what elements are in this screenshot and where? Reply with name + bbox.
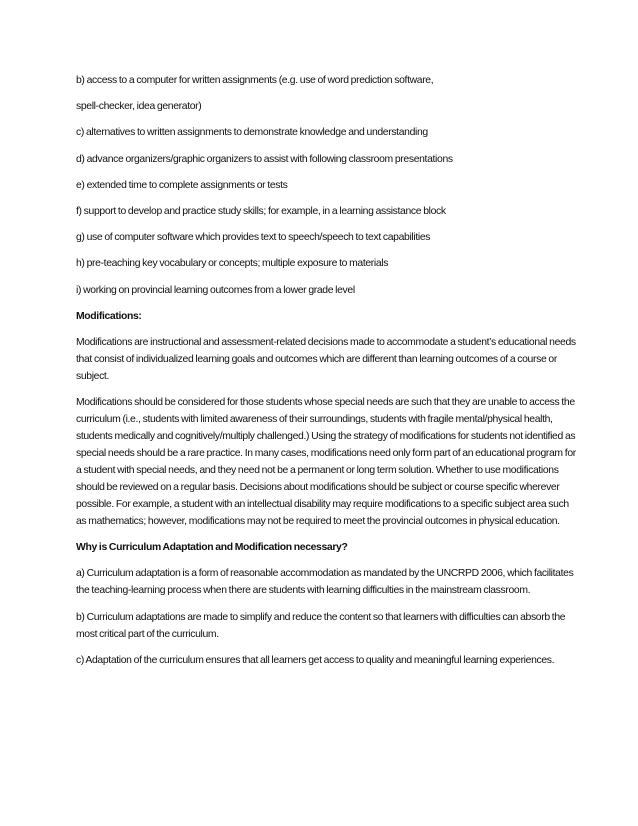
list-item-b-continued: spell-checker, idea generator) — [76, 101, 202, 113]
list-item-h: h) pre-teaching key vocabulary or concepts; multiple exposure to materials — [76, 258, 389, 270]
list-item-d: d) advance organizers/graphic organizers to assist with following classroom presentations — [76, 153, 453, 165]
list-item-f: f) support to develop and practice study skills; for example, in a learning assistance block — [76, 205, 446, 217]
why-item-a: a) Curriculum adaptation is a form of reasonable accommodation as mandated by the UNCRPD 2006, which facilitates the teaching-learning process when there are students with learning difficulties in the mainstream classroom. — [76, 568, 574, 597]
list-item-b: b) access to a computer for written assignments (e.g. use of word prediction software, — [76, 75, 434, 86]
modifications-paragraph-1: Modifications are instructional and assessment-related decisions made to accommodate a student’s educational needs that consist of individualized learning goals and outcomes which are different than learning outcomes of a course or subject. — [76, 336, 576, 382]
modifications-heading: Modifications: — [76, 310, 142, 322]
list-item-c: c) alternatives to written assignments to demonstrate knowledge and understanding — [76, 127, 428, 139]
why-heading: Why is Curriculum Adaptation and Modification necessary? — [76, 542, 348, 554]
list-item-i: i) working on provincial learning outcomes from a lower grade level — [76, 284, 355, 296]
modifications-paragraph-2: Modifications should be considered for those students whose special needs are such that they are unable to access the curriculum (i.e., students with limited awareness of their surroundings, students with fragile mental/physical health, students medically and cognitively/multiply challenged.) Using the strategy of modifications for students not identified as special needs should be a rare practice. In many cases, modifications need only form part of an educational program for a student with special needs, and they need not be a permanent or long term solution. Whether to use modifications should be reviewed on a regular basis. Decisions about modifications should be subject or course specific wherever possible. For example, a student with an intellectual disability may require modifications to a specific subject area such as mathematics; however, modifications may not be required to meet the provincial outcomes in physical education. — [76, 397, 576, 528]
why-item-b: b) Curriculum adaptations are made to simplify and reduce the content so that learners with difficulties can absorb the most critical part of the curriculum. — [76, 611, 566, 640]
list-item-e: e) extended time to complete assignments or tests — [76, 179, 288, 191]
list-item-g: g) use of computer software which provides text to speech/speech to text capabilities — [76, 232, 431, 244]
why-item-c: c) Adaptation of the curriculum ensures that all learners get access to quality and meaningful learning experiences. — [76, 654, 555, 666]
